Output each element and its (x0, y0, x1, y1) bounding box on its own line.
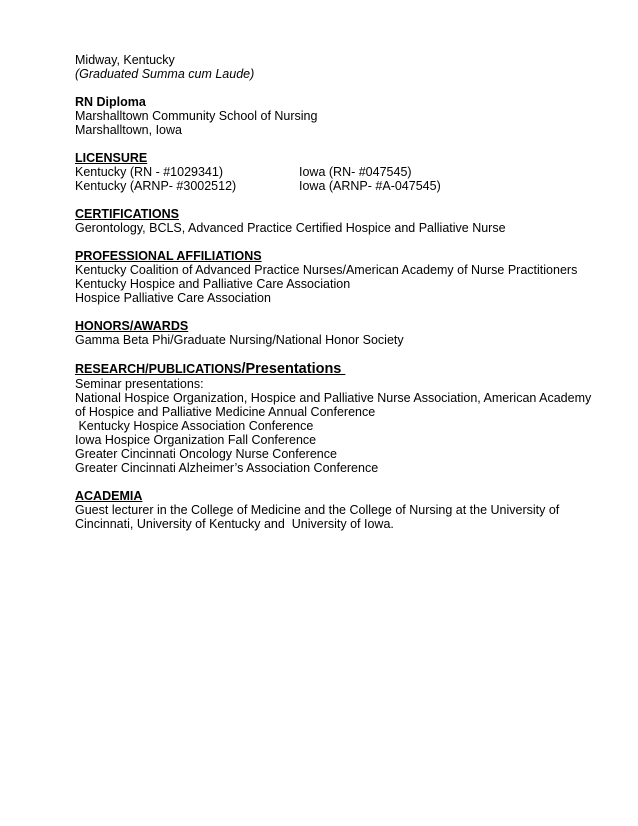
affiliation-item: Kentucky Coalition of Advanced Practice Nurses/American Academy of Nurse Practitioners (75, 263, 578, 277)
research-item: Iowa Hospice Organization Fall Conference (75, 433, 317, 447)
research-item: National Hospice Organization, Hospice and Palliative Nurse Association, American Academy of Hospice and Palliative Medicine Annual Conference (75, 391, 592, 419)
resume-page (75, 53, 615, 531)
research-heading (75, 361, 615, 377)
academia-heading: ACADEMIA (75, 489, 143, 503)
licensure-left-1: Kentucky (RN - #1029341) (75, 165, 223, 179)
research-heading-part1: RESEARCH/PUBLICATIONS (75, 362, 242, 376)
affiliation-item: Hospice Palliative Care Association (75, 291, 271, 305)
rn-diploma-location: Marshalltown, Iowa (75, 123, 182, 137)
research-item: Greater Cincinnati Oncology Nurse Conference (75, 447, 337, 461)
rn-diploma-school: Marshalltown Community School of Nursing (75, 109, 318, 123)
licensure-left-2: Kentucky (ARNP- #3002512) (75, 179, 237, 193)
licensure-right-2: Iowa (ARNP- #A-047545) (299, 179, 441, 193)
certifications-text: Gerontology, BCLS, Advanced Practice Certified Hospice and Palliative Nurse (75, 221, 506, 235)
affiliations-heading: PROFESSIONAL AFFILIATIONS (75, 249, 262, 263)
academia-text: Guest lecturer in the College of Medicine and the College of Nursing at the University of Cincinnati, University of Kentucky and University of Iowa. (75, 503, 563, 531)
licensure-row-2 (75, 179, 615, 193)
research-intro: Seminar presentations: (75, 377, 204, 391)
licensure-right-1: Iowa (RN- #047545) (299, 165, 412, 179)
education-honor: (Graduated Summa cum Laude) (75, 67, 255, 81)
research-heading-part2: /Presentations (241, 361, 346, 377)
honors-text: Gamma Beta Phi/Graduate Nursing/National Honor Society (75, 333, 404, 347)
certifications-heading: CERTIFICATIONS (75, 207, 179, 221)
education-location: Midway, Kentucky (75, 53, 175, 67)
honors-heading: HONORS/AWARDS (75, 319, 189, 333)
affiliation-item: Kentucky Hospice and Palliative Care Association (75, 277, 351, 291)
licensure-heading: LICENSURE (75, 151, 148, 165)
research-item: Kentucky Hospice Association Conference (75, 419, 314, 433)
research-item: Greater Cincinnati Alzheimer’s Association Conference (75, 461, 379, 475)
licensure-row-1 (75, 165, 615, 179)
rn-diploma-title: RN Diploma (75, 95, 146, 109)
